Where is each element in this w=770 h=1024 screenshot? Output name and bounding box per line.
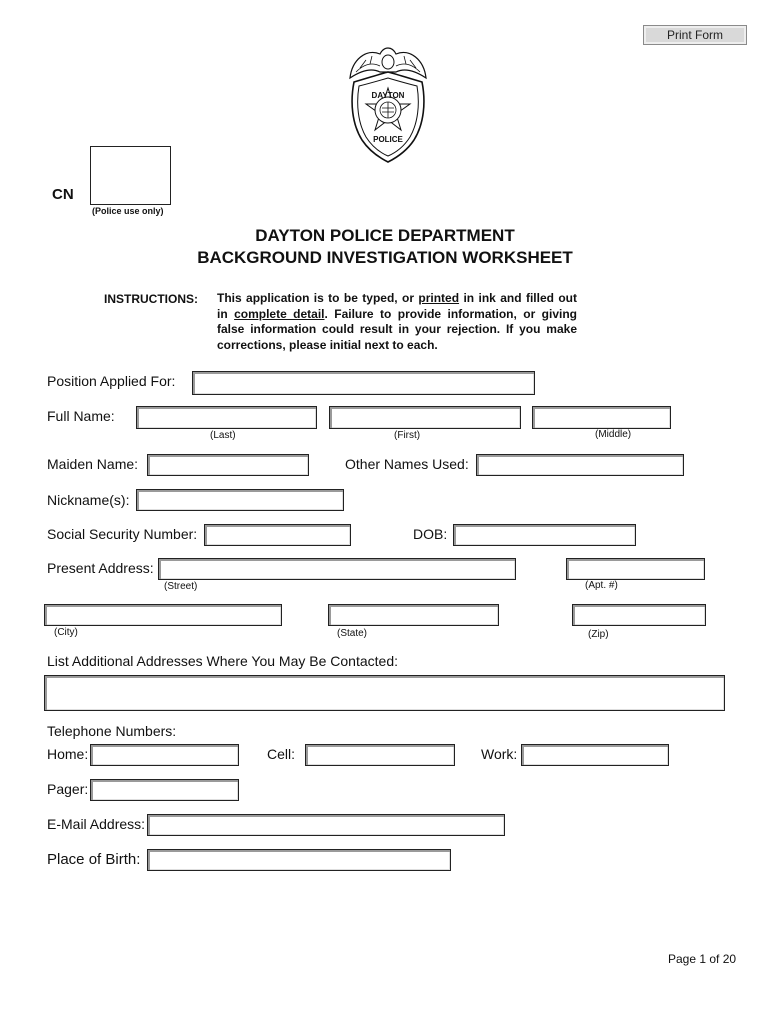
last-name-input[interactable] [136, 406, 317, 429]
maiden-name-input[interactable] [147, 454, 309, 476]
maiden-name-label: Maiden Name: [47, 456, 139, 472]
position-label: Position Applied For: [47, 373, 176, 389]
email-label: E-Mail Address: [47, 816, 146, 832]
cn-label: CN [52, 186, 74, 203]
pager-input[interactable] [90, 779, 239, 801]
nicknames-input[interactable] [136, 489, 344, 511]
pager-label: Pager: [47, 781, 89, 797]
apt-input[interactable] [566, 558, 705, 580]
home-phone-input[interactable] [90, 744, 239, 766]
first-name-input[interactable] [329, 406, 521, 429]
zip-sublabel: (Zip) [588, 629, 609, 640]
street-input[interactable] [158, 558, 516, 580]
middle-sublabel: (Middle) [595, 429, 632, 440]
apt-sublabel: (Apt. #) [585, 580, 618, 591]
email-input[interactable] [147, 814, 505, 836]
state-input[interactable] [328, 604, 499, 626]
page-title-line1: DAYTON POLICE DEPARTMENT [255, 226, 515, 245]
city-input[interactable] [44, 604, 282, 626]
other-names-label: Other Names Used: [345, 456, 469, 472]
present-address-label: Present Address: [47, 560, 154, 576]
middle-name-input[interactable] [532, 406, 671, 429]
cn-note: (Police use only) [92, 206, 164, 216]
badge-bottom-text: POLICE [373, 135, 403, 144]
additional-addresses-input[interactable] [44, 675, 725, 711]
first-sublabel: (First) [394, 430, 421, 441]
ssn-label: Social Security Number: [47, 526, 198, 542]
street-sublabel: (Street) [164, 581, 198, 592]
work-phone-input[interactable] [521, 744, 669, 766]
page-number: Page 1 of 20 [668, 952, 737, 966]
position-input[interactable] [192, 371, 535, 395]
page-title-line2: BACKGROUND INVESTIGATION WORKSHEET [197, 248, 573, 267]
state-sublabel: (State) [337, 628, 368, 639]
dob-input[interactable] [453, 524, 636, 546]
city-sublabel: (City) [54, 627, 78, 638]
cell-phone-input[interactable] [305, 744, 455, 766]
dayton-police-badge-logo [340, 38, 436, 168]
place-of-birth-input[interactable] [147, 849, 451, 871]
full-name-label: Full Name: [47, 408, 115, 424]
additional-addresses-label: List Additional Addresses Where You May Be Contacted: [47, 653, 398, 669]
home-phone-label: Home: [47, 746, 89, 762]
nicknames-label: Nickname(s): [47, 492, 130, 508]
instructions-label: INSTRUCTIONS: [104, 292, 198, 306]
zip-input[interactable] [572, 604, 706, 626]
instructions-text: This application is to be typed, or printed in ink and filled out in complete detail. Failure to provide information, or giving false information could result in your rejection. If you make corrections, please initial next to each. [217, 291, 577, 352]
badge-top-text: DAYTON [371, 91, 405, 100]
other-names-input[interactable] [476, 454, 684, 476]
telephone-label: Telephone Numbers: [47, 723, 177, 739]
cn-box [90, 146, 171, 205]
ssn-input[interactable] [204, 524, 351, 546]
last-sublabel: (Last) [210, 430, 236, 441]
dob-label: DOB: [413, 526, 448, 542]
work-phone-label: Work: [481, 746, 518, 762]
print-form-button[interactable]: Print Form [643, 25, 747, 45]
place-of-birth-label: Place of Birth: [47, 851, 141, 868]
cell-phone-label: Cell: [267, 746, 296, 762]
